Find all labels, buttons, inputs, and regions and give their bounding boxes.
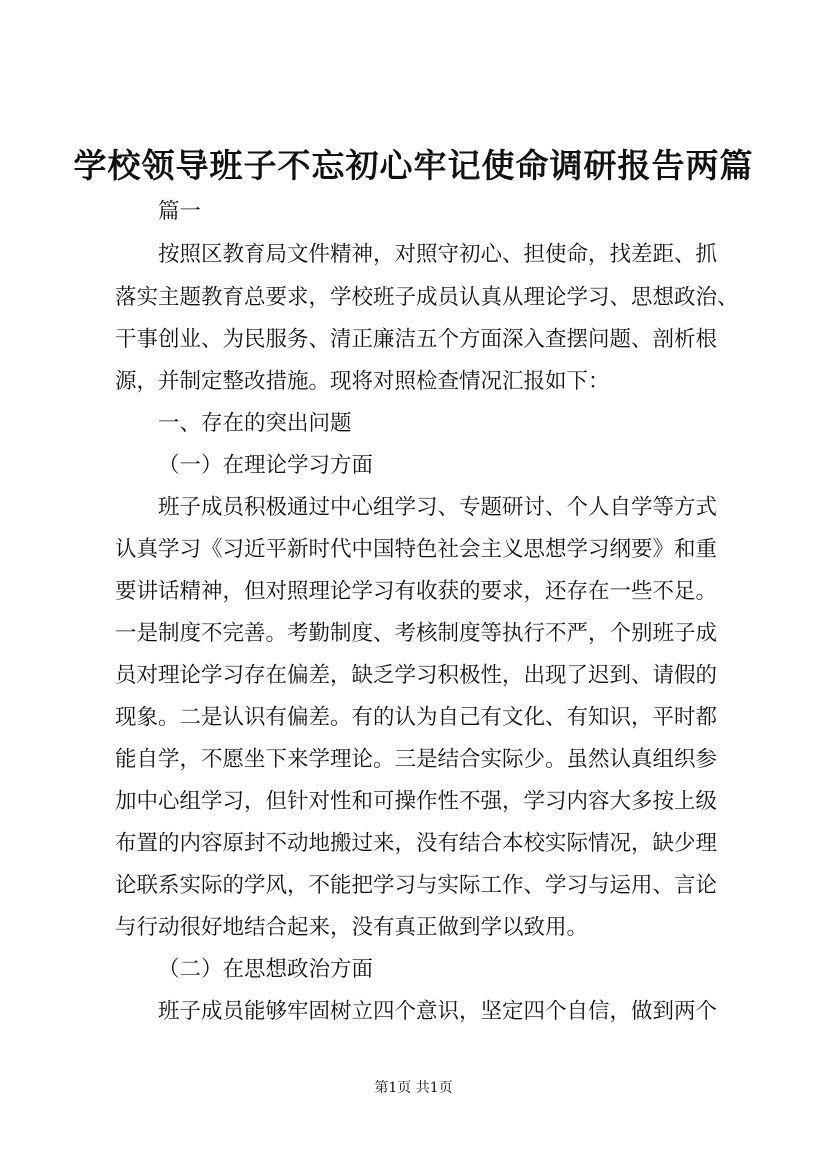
subsection-heading: （二）在思想政治方面 [158, 957, 374, 982]
paragraph-line: 一是制度不完善。考勤制度、考核制度等执行不严，个别班子成 [115, 621, 718, 646]
paragraph-line: 与行动很好地结合起来，没有真正做到学以致用。 [115, 915, 589, 940]
paragraph-line: 班子成员积极通过中心组学习、专题研讨、个人自学等方式 [158, 495, 718, 520]
paragraph-line: 落实主题教育总要求，学校班子成员认真从理论学习、思想政治、 [115, 285, 739, 310]
page-footer: 第1页 共1页 [374, 1080, 453, 1096]
paragraph-line: 现象。二是认识有偏差。有的认为自己有文化、有知识，平时都 [115, 705, 718, 730]
paragraph-line: 布置的内容原封不动地搬过来，没有结合本校实际情况，缺少理 [115, 831, 718, 856]
paragraph-line: 认真学习《习近平新时代中国特色社会主义思想学习纲要》和重 [115, 537, 718, 562]
document-title: 学校领导班子不忘初心牢记使命调研报告两篇 [73, 146, 754, 185]
paragraph-line: 能自学，不愿坐下来学理论。三是结合实际少。虽然认真组织参 [115, 747, 718, 772]
paragraph-line: 论联系实际的学风，不能把学习与实际工作、学习与运用、言论 [115, 873, 718, 898]
paragraph-line: 员对理论学习存在偏差，缺乏学习积极性，出现了迟到、请假的 [115, 663, 718, 688]
paragraph-line: 干事创业、为民服务、清正廉洁五个方面深入查摆问题、剖析根 [115, 327, 718, 352]
section-heading: 一、存在的突出问题 [158, 411, 352, 436]
subsection-heading: （一）在理论学习方面 [158, 453, 374, 478]
paragraph-line: 加中心组学习，但针对性和可操作性不强，学习内容大多按上级 [115, 789, 718, 814]
paragraph-line: 要讲话精神，但对照理论学习有收获的要求，还存在一些不足。 [115, 579, 718, 604]
paragraph-line: 源，并制定整改措施。现将对照检查情况汇报如下： [115, 369, 610, 394]
paragraph-line: 班子成员能够牢固树立四个意识，坚定四个自信，做到两个 [158, 999, 718, 1024]
paragraph-line: 按照区教育局文件精神，对照守初心、担使命，找差距、抓 [158, 242, 718, 267]
section-label: 篇一 [158, 199, 202, 224]
